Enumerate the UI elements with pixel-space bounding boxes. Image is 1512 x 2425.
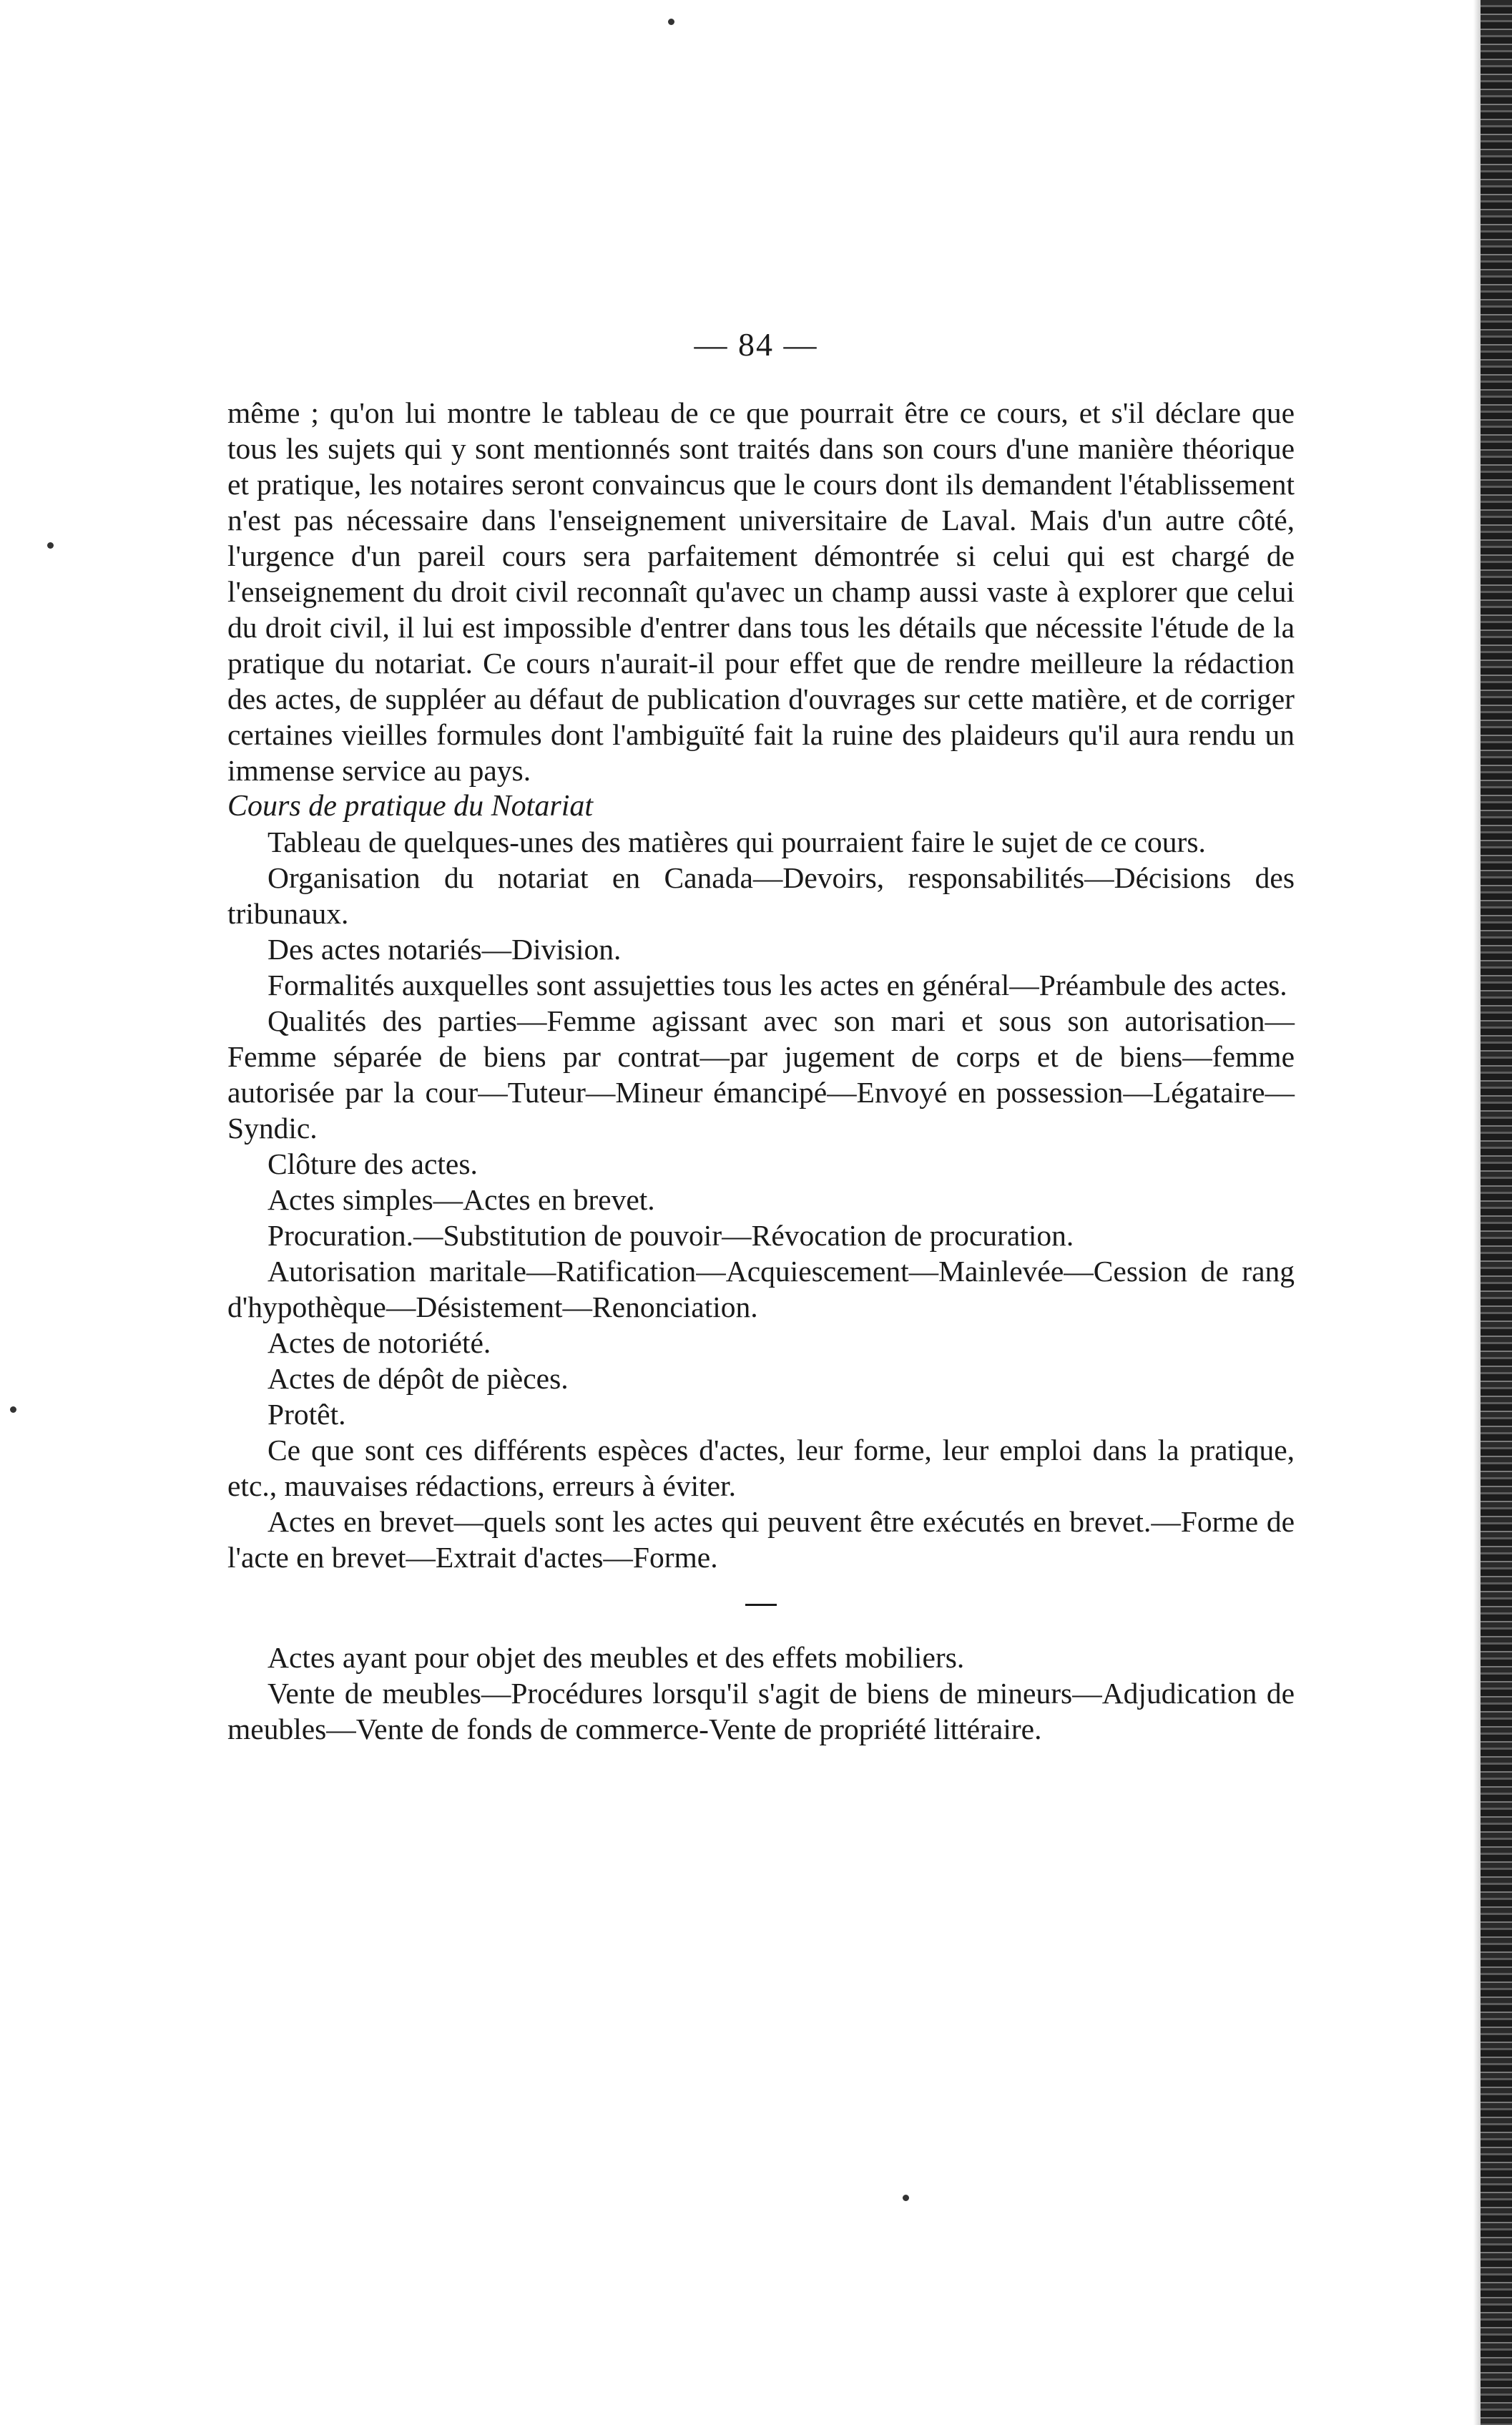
list-item: Autorisation maritale—Ratification—Acquiescement—Mainlevée—Cession de rang d'hypothèque—Désistement—Renonciation. bbox=[227, 1255, 1295, 1323]
scan-speck bbox=[668, 19, 674, 25]
list-item: Protêt. bbox=[267, 1398, 346, 1431]
list-item: Actes simples—Actes en brevet. bbox=[267, 1183, 655, 1216]
list-item: Clôture des actes. bbox=[267, 1147, 478, 1180]
separator-dash bbox=[227, 1584, 1295, 1605]
scan-edge-shadow bbox=[1473, 0, 1481, 2425]
scan-speck bbox=[903, 2195, 909, 2201]
item-list-continued bbox=[227, 1640, 1295, 1747]
list-item: Vente de meubles—Procédures lorsqu'il s'agit de biens de mineurs—Adjudication de meubles—Vente de fonds de commerce-Vente de propriété littéraire. bbox=[227, 1677, 1295, 1745]
list-item: Actes de notoriété. bbox=[267, 1326, 491, 1359]
list-item: Actes ayant pour objet des meubles et des effets mobiliers. bbox=[267, 1641, 965, 1674]
section-title: Cours de pratique du Notariat bbox=[227, 790, 594, 823]
list-item: Actes de dépôt de pièces. bbox=[267, 1362, 569, 1395]
page-number: — 84 — bbox=[694, 326, 818, 363]
intro-paragraph: même ; qu'on lui montre le tableau de ce que pourrait être ce cours, et s'il déclare que tous les sujets qui y sont mentionnés sont traités dans son cours d'une manière théorique et pratique, les notaires seront convaincus que le cours dont ils demandent l'établissement n'est pas nécessaire dans l'enseignement universitaire de Laval. Mais d'un autre côté, l'urgence d'un pareil cours sera parfaitement démontrée si celui qui est chargé de l'enseignement du droit civil reconnaît qu'avec un champ aussi vaste à explorer que celui du droit civil, il lui est impossible d'entrer dans tous les détails que nécessite l'étude de la pratique du notariat. Ce cours n'aurait-il pour effet que de rendre meilleure la rédaction des actes, de suppléer au défaut de publication d'ouvrages sur cette matière, et de corriger certaines vieilles formules dont l'ambiguïté fait la ruine des plaideurs qu'il aura rendu un immense service au pays. bbox=[227, 396, 1295, 787]
list-item: Tableau de quelques-unes des matières qui pourraient faire le sujet de ce cours. bbox=[267, 826, 1206, 858]
list-item: Procuration.—Substitution de pouvoir—Révocation de procuration. bbox=[267, 1219, 1074, 1252]
list-item: Organisation du notariat en Canada—Devoirs, responsabilités—Décisions des tribunaux. bbox=[227, 861, 1295, 930]
list-item: Ce que sont ces différents espèces d'actes, leur forme, leur emploi dans la pratique, etc., mauvaises rédactions, erreurs à éviter. bbox=[227, 1434, 1295, 1502]
list-item: Formalités auxquelles sont assujetties tous les actes en général—Préambule des actes. bbox=[267, 969, 1287, 1001]
scan-edge bbox=[1481, 0, 1512, 2425]
scan-speck bbox=[47, 542, 54, 549]
list-item: Actes en brevet—quels sont les actes qui peuvent être exécutés en brevet.—Forme de l'acte en brevet—Extrait d'actes—Forme. bbox=[227, 1505, 1295, 1574]
body-text bbox=[227, 395, 1295, 1747]
scan-speck bbox=[10, 1406, 16, 1413]
item-list bbox=[227, 824, 1295, 1575]
list-item: Des actes notariés—Division. bbox=[267, 933, 622, 966]
list-item: Qualités des parties—Femme agissant avec son mari et sous son autorisation—Femme séparée de biens par contrat—par jugement de corps et de biens—femme autorisée par la cour—Tuteur—Mineur émancipé—Envoyé en possession—Légataire—Syndic. bbox=[227, 1004, 1295, 1145]
